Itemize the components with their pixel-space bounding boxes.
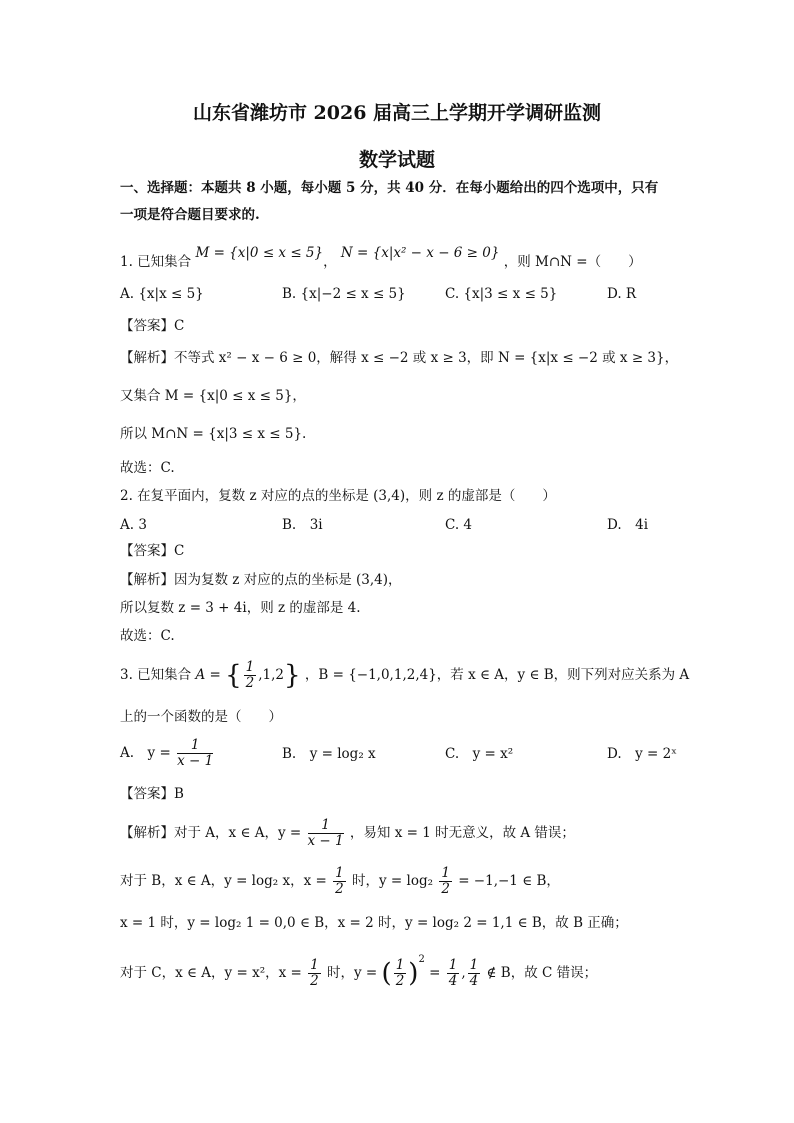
q2-conclusion: 故选：C. [120, 628, 175, 644]
q1-analysis-2: 又集合 M = {x|0 ≤ x ≤ 5}， [120, 388, 306, 404]
q3-set-a-brace-close: } [284, 660, 301, 691]
q3-an1-num: 1 [308, 818, 344, 834]
q3-an4-f2-den: 2 [395, 973, 405, 989]
q1-conclusion: 故选：C. [120, 460, 175, 476]
q3-answer: 【答案】B [120, 786, 184, 802]
q1-option-a: A. {x|x ≤ 5} [120, 286, 204, 302]
q3-option-d: D. y = 2ˣ [607, 746, 677, 762]
q2-option-c: C. 4 [445, 517, 473, 533]
q3-option-c: C. y = x² [445, 746, 514, 762]
q3-stem-prefix: 3. 已知集合 [120, 667, 192, 683]
q3-option-a-pre: A. y = [120, 745, 171, 761]
q1-stem-suffix: ，则 M∩N =（ ） [503, 254, 642, 270]
q3-an4-comma: , [461, 965, 466, 981]
q3-set-a-half [244, 660, 257, 691]
q3-analysis-4 [120, 953, 598, 989]
q2-stem: 2. 在复平面内，复数 z 对应的点的坐标是 (3,4)，则 z 的虚部是（ ） [120, 488, 556, 504]
q1-set-n: N = {x|x² − x − 6 ≥ 0} [340, 245, 500, 261]
q3-an4-f4-num: 1 [469, 957, 479, 973]
q3-an1-pre: 【解析】对于 A，x ∈ A，y = [120, 825, 302, 841]
q1-stem-prefix: 1. 已知集合 [120, 254, 192, 270]
q3-an4-mid: 时，y = [327, 965, 378, 981]
q3-option-a-den: x − 1 [177, 753, 214, 769]
q3-an1-frac [308, 818, 344, 849]
q3-an4-post: ∉ B，故 C 错误； [486, 965, 598, 981]
q1-set-m: M = {x|0 ≤ x ≤ 5} [195, 245, 324, 261]
q1-option-b: B. {x|−2 ≤ x ≤ 5} [282, 286, 406, 302]
q3-set-a-brace-open: { [225, 660, 242, 691]
q3-an2-frac-2 [439, 866, 452, 897]
q3-an2-mid: 时，y = log₂ [351, 873, 434, 889]
q3-an2-frac-1 [333, 866, 346, 897]
q1-stem: 1. 已知集合 M = {x|0 ≤ x ≤ 5}， N = {x|x² − x − 6 ≥ 0} ，则 M∩N =（ ） [120, 245, 642, 270]
q3-an4-rparen: ) [408, 958, 419, 989]
q3-set-a-rest: ,1,2 [258, 667, 285, 683]
section-header-line-1: 一、选择题：本题共 8 小题，每小题 5 分，共 40 分．在每小题给出的四个选项中，只有 [120, 180, 659, 196]
q3-stem-line-2: 上的一个函数的是（ ） [120, 709, 282, 725]
q3-an4-f2-num: 1 [395, 957, 405, 973]
q3-an2-post: = −1,−1 ∈ B， [458, 873, 560, 889]
q3-an4-eq: = [429, 965, 441, 981]
q3-an4-f3-num: 1 [448, 957, 458, 973]
q3-an2-f2-den: 2 [441, 881, 450, 897]
q3-set-b: ，B = {−1,0,1,2,4}，若 x ∈ A，y ∈ B，则下列对应关系为 A [304, 667, 690, 683]
q3-an2-pre: 对于 B，x ∈ A，y = log₂ x，x = [120, 873, 327, 889]
q1-option-c: C. {x|3 ≤ x ≤ 5} [445, 286, 558, 302]
section-header-line-2: 一项是符合题目要求的. [120, 207, 260, 223]
q3-an4-f1-num: 1 [310, 957, 319, 973]
q3-an4-f1-den: 2 [310, 973, 319, 989]
q3-an4-f4-den: 4 [469, 973, 479, 989]
q3-analysis-3: x = 1 时，y = log₂ 1 = 0,0 ∈ B，x = 2 时，y = log₂ 2 = 1,1 ∈ B，故 B 正确； [120, 915, 628, 931]
q3-an4-frac-2 [394, 958, 407, 989]
q3-an1-den: x − 1 [307, 833, 344, 849]
page-title: 山东省潍坊市 2026 届高三上学期开学调研监测 [192, 102, 602, 124]
q3-an2-f1-den: 2 [335, 881, 344, 897]
q3-an1-post: ，易知 x = 1 时无意义，故 A 错误； [349, 825, 575, 841]
q3-analysis-1 [120, 818, 575, 849]
q2-analysis-1: 【解析】因为复数 z 对应的点的坐标是 (3,4)， [120, 572, 402, 588]
q3-option-a [120, 738, 215, 769]
q3-an4-frac-3 [447, 958, 460, 989]
q3-analysis-2 [120, 866, 560, 897]
q3-option-a-frac [177, 738, 213, 769]
q1-analysis-3: 所以 M∩N = {x|3 ≤ x ≤ 5}. [120, 426, 307, 442]
q2-option-d: D. 4i [607, 517, 649, 533]
q2-analysis-2: 所以复数 z = 3 + 4i，则 z 的虚部是 4. [120, 600, 361, 616]
q3-an4-frac-1 [308, 958, 321, 989]
q3-option-b: B. y = log₂ x [282, 746, 376, 762]
q1-option-d: D. R [607, 286, 637, 302]
q2-option-a: A. 3 [120, 517, 147, 533]
q3-an4-lparen: ( [381, 958, 392, 989]
q3-an4-frac-4 [468, 958, 481, 989]
q3-set-a-half-den: 2 [245, 675, 255, 691]
q3-an4-pre: 对于 C，x ∈ A，y = x²，x = [120, 965, 302, 981]
q3-an4-square: 2 [418, 953, 425, 965]
q1-answer: 【答案】C [120, 318, 185, 334]
q3-option-a-num: 1 [177, 738, 213, 754]
q1-analysis-1: 【解析】不等式 x² − x − 6 ≥ 0，解得 x ≤ −2 或 x ≥ 3，即 N = {x|x ≤ −2 或 x ≥ 3}， [120, 350, 679, 366]
q3-stem [120, 660, 689, 691]
q3-set-a-half-num: 1 [245, 659, 255, 675]
q3-an2-f1-num: 1 [335, 865, 344, 881]
q3-an2-f2-num: 1 [441, 865, 450, 881]
q2-option-b: B. 3i [282, 517, 323, 533]
page-subtitle: 数学试题 [358, 149, 435, 171]
q3-set-a-lhs: A = [195, 667, 221, 683]
q3-an4-f3-den: 4 [448, 973, 458, 989]
q2-answer: 【答案】C [120, 543, 185, 559]
